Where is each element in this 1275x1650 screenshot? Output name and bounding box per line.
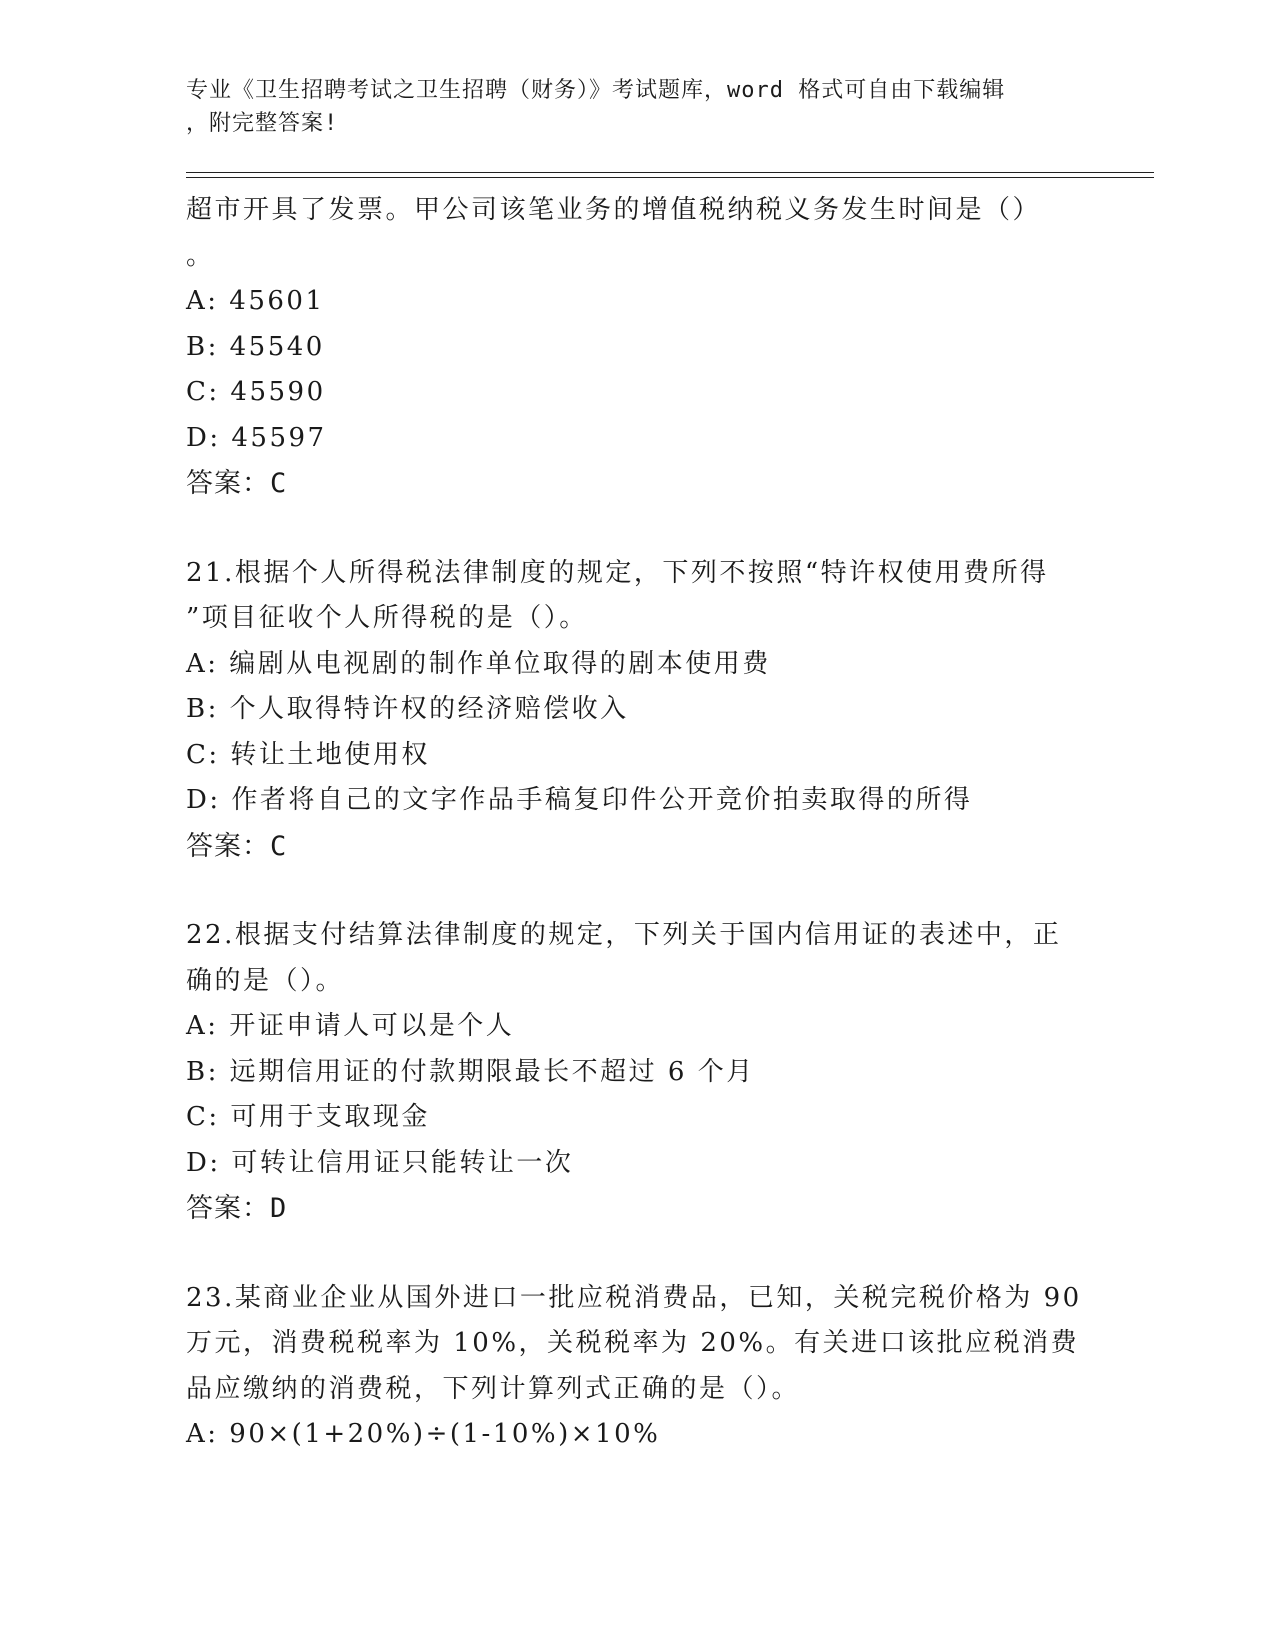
spacer <box>186 507 1154 551</box>
option-b: B: 45540 <box>186 331 325 362</box>
question-stem-line: 22.根据支付结算法律制度的规定，下列关于国内信用证的表述中，正 <box>186 920 1062 950</box>
option-a: A: 90×(1+20%)÷(1-10%)×10% <box>186 1419 661 1449</box>
option-c: C: 可用于支取现金 <box>186 1102 430 1132</box>
option-b: B: 个人取得特许权的经济赔偿收入 <box>186 694 629 724</box>
question-22 <box>186 913 1154 1232</box>
question-stem-line: 万元，消费税税率为 10%，关税税率为 20%。有关进口该批应税消费 <box>186 1328 1080 1358</box>
question-21 <box>186 551 1154 870</box>
option-d: D: 可转让信用证只能转让一次 <box>186 1147 574 1178</box>
question-stem-line: 确的是（）。 <box>186 965 345 996</box>
option-a: A: 开证申请人可以是个人 <box>186 1011 515 1041</box>
answer-line: 答案：C <box>186 830 288 862</box>
question-list <box>186 188 1154 1458</box>
spacer <box>186 869 1154 913</box>
header-rule-bottom <box>186 177 1154 178</box>
document-header <box>186 74 1086 140</box>
option-a: A: 编剧从电视剧的制作单位取得的剧本使用费 <box>186 648 771 679</box>
option-d: D: 45597 <box>186 422 327 453</box>
question-stem-line: 21.根据个人所得税法律制度的规定，下列不按照“特许权使用费所得 <box>186 557 1049 588</box>
question-23 <box>186 1276 1154 1458</box>
question-20 <box>186 188 1154 507</box>
question-stem-line: 品应缴纳的消费税，下列计算列式正确的是（）。 <box>186 1373 801 1404</box>
option-d: D: 作者将自己的文字作品手稿复印件公开竞价拍卖取得的所得 <box>186 785 973 815</box>
question-stem-line: 。 <box>186 240 215 271</box>
answer-line: 答案：C <box>186 468 288 499</box>
header-rule-top <box>186 172 1154 173</box>
question-stem-line: 23.某商业企业从国外进口一批应税消费品，已知，关税完税价格为 90 <box>186 1282 1082 1313</box>
spacer <box>186 1232 1154 1276</box>
option-b: B: 远期信用证的付款期限最长不超过 6 个月 <box>186 1056 755 1087</box>
header-line-2: ，附完整答案! <box>186 111 339 136</box>
header-line-1: 专业《卫生招聘考试之卫生招聘（财务）》考试题库，word 格式可自由下载编辑 <box>186 78 1006 103</box>
answer-line: 答案：D <box>186 1193 288 1224</box>
option-c: C: 转让土地使用权 <box>186 739 430 770</box>
option-c: C: 45590 <box>186 377 326 407</box>
option-a: A: 45601 <box>186 286 325 316</box>
question-stem-line: 超市开具了发票。甲公司该笔业务的增值税纳税义务发生时间是（） <box>186 195 1042 225</box>
question-stem-line: ”项目征收个人所得税的是（）。 <box>186 603 588 633</box>
